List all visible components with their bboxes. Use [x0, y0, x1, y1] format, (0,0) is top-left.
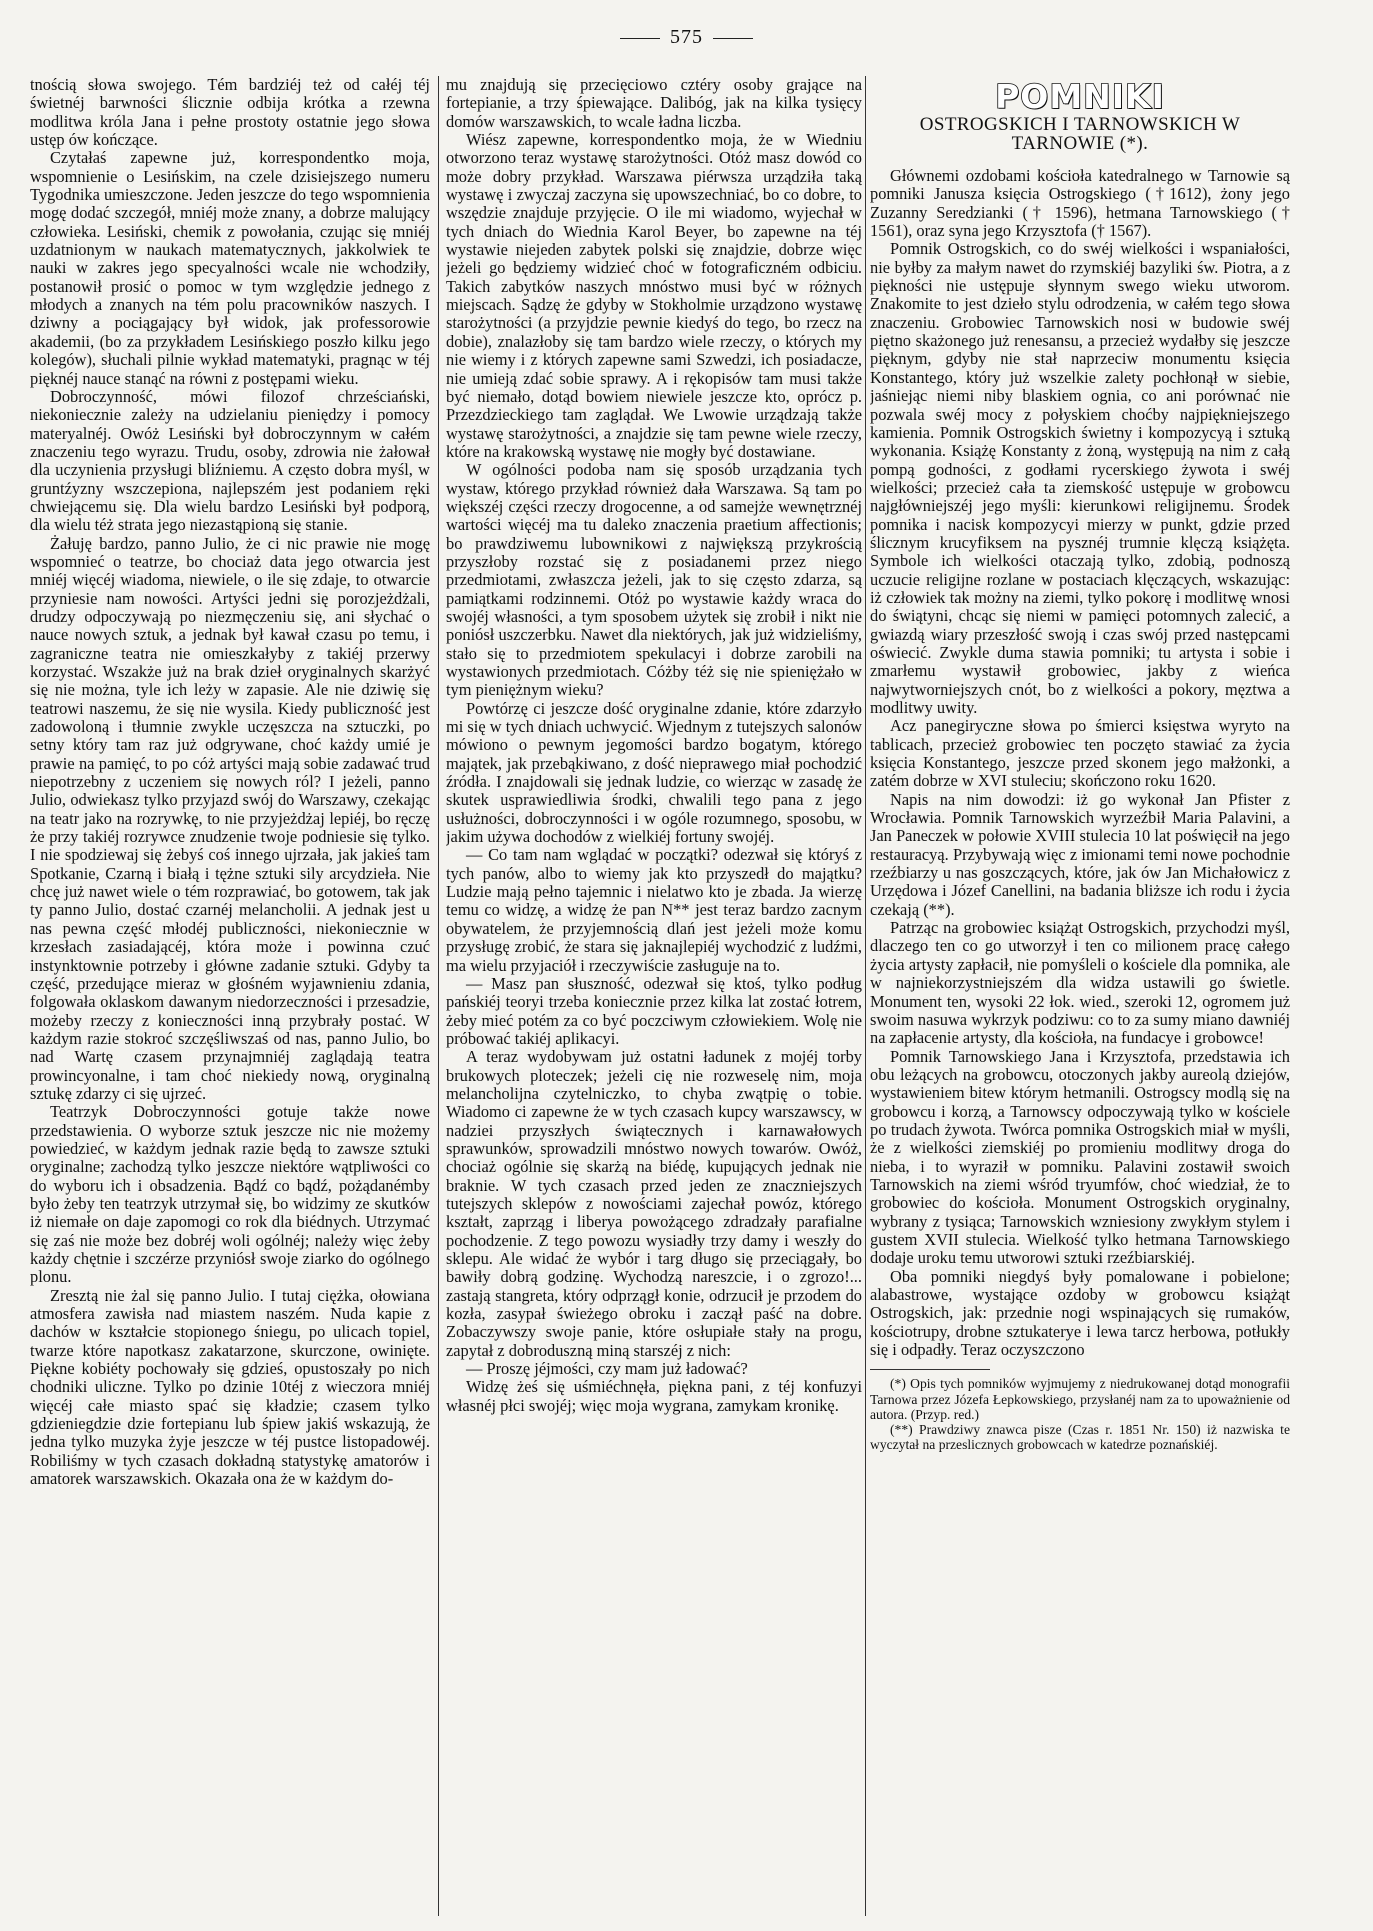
- paragraph: Widzę żeś się uśmiéchnęła, piękna pani, z téj konfuzyi własnéj płci swojéj; więc moja wygrana, zamykam kronikę.: [446, 1377, 862, 1415]
- paragraph: Teatrzyk Dobroczynności gotuje także nowe przedstawienia. O wyborze sztuk jeszcze nic nie możemy powiedzieć, w każdym jednak razie będą to zawsze sztuki oryginalne; zachodzą tylko jeszcze niektóre wątpliwości co do wyboru ich i obsadzenia. Bądź co bądź, pożądanémby było żeby ten teatrzyk utrzymał się, bo widzimy ze skutków iż niemałe on daje zapomogi co rok dla biédnych. Utrzymać się zaś nie może bez dobréj woli ogólnéj; należy więc żeby każdy chętnie i szczérze przyniósł swoje ziarko do ogólnego plonu.: [30, 1102, 430, 1287]
- paragraph: Pomnik Ostrogskich, co do swéj wielkości i wspaniałości, nie byłby za małym nawet do rzymskiéj bazyliki św. Piotra, a z piękności nie ustępuje słynnym swego wieku utworom. Znakomite to jest dzieło stylu odrodzenia, w całém tego słowa znaczeniu. Grobowiec Tarnowskich nosi w budowie swéj piętno skażonego już renesansu, a przecież wydałby się jeszcze pięknym, gdyby nie stał naprzeciw monumentu księcia Konstantego, który już wszelkie zalety pochłonął w siebie, jaśniejąc niemi niby blaskiem ognia, co ani porównać nie pozwala swéj mocy z połyskiem choćby najpiękniejszego kamienia. Pomnik Ostrogskich świetny i kompozycyą i sztuką wykonania. Książę Konstanty z żoną, występują na nim z całą pompą godności, z godłami rycerskiego żywota i swéj wielkości; przecież cała ta ziemskość ustępuje w grobowcu najgłówniejszéj jego myśli: kierunkowi religijnemu. Środek pomnika i nacisk kompozycyi mierzy w punkt, gdzie przed ślicznym krucyfiksem na pysznéj trumnie klęczą książęta. Symbole ich wielkości otaczają tylko, zdobią, podnoszą uczucie religijne rozlane w postaciach klęczących, wskazując: iż człowiek tak możny na ziemi, tylko pokorę i modlitwę wnosi do świątyni, chcąc się niemi w pamięci potomnych zalecić, a gwiazdą wiary przeszłość swoją i czas swój przed następcami oświecić. Zwykle duma stawia pomniki; tu artysta i sobie i zmarłemu wystawił grobowiec, jakby z wieńca najwytworniejszych cnót, bo z wielkości a pokory, męztwa a modlitwy uwity.: [870, 239, 1290, 717]
- paragraph: — Proszę jéjmości, czy mam już ładować?: [466, 1359, 748, 1379]
- footnote-rule: [870, 1369, 990, 1370]
- paragraph: Acz panegiryczne słowa po śmierci księstwa wyryto na tablicach, przecież grobowiec ten poczęto stawiać za życia księcia Konstantego, jeszcze przed skonem jego małżonki, a zatém dobrze w XVI stuleciu; skończono roku 1620.: [870, 716, 1290, 791]
- column-3: [870, 76, 1290, 1916]
- page-number-rule-right: [713, 38, 753, 39]
- paragraph: Głównemi ozdobami kościoła katedralnego w Tarnowie są pomniki Janusza księcia Ostrogskiego (†1612), żony jego Zuzanny Seredzianki († 1596), hetmana Tarnowskiego († 1561), oraz syna jego Krzysztofa († 1567).: [870, 166, 1290, 241]
- paragraph: Patrząc na grobowiec książąt Ostrogskich, przychodzi myśl, dlaczego ten co go utworzył i ten co milionem pracę całego życia artysty zapłacił, nie pomyśleli o kościele dla pomnika, ale w najniekorzystniejszém dla widza ustawili go świetle. Monument ten, wysoki 22 łok. wied., szeroki 12, ogromem już swoim nasuwa wykrzyk podziwu: co to za sumy miano dawniéj na zapłacenie artysty, dla kościoła, na fundacye i grobowce!: [870, 918, 1290, 1048]
- column-divider: [438, 76, 439, 1916]
- article-subtitle: OSTROGSKICH I TARNOWSKICH W TARNOWIE (*).: [919, 114, 1241, 154]
- page-number-rule-left: [620, 38, 660, 39]
- page-number-text: 575: [670, 26, 703, 48]
- paragraph: A teraz wydobywam już ostatni ładunek z mojéj torby brukowych ploteczek; jeżeli cię nie rozweselę nim, moja melancholijna czytelniczko, to chyba zwątpię o tobie. Wiadomo ci zapewne że w tych czasach kupcy warszawscy, w nadziei przyszłych świątecznych i karnawałowych sprawunków, sprowadzili mnóstwo nowych towarów. Owóż, chociaż ogólnie się skarżą na biédę, kupujących jednak nie braknie. W tych czasach przed jeden ze znaczniejszych tutejszych sklepów z nowościami zajechał powóz, którego kształt, zaprząg i liberya powożącego zdradzały parafialne pochodzenie. Z tego powozu wysiadły trzy damy i weszły do sklepu. Ale widać że wybór i targ długo się przeciągały, bo bawiły dobrą godzinę. Wychodzą nareszcie, i o zgrozo!... zastają stangreta, który odprzągł konie, odrzucił je przodem do kozła, zasypał świeżego obroku i zaczął paść na dobre. Zobaczywszy swoje panie, które osłupiałe stały na progu, zapytał z dobroduszną miną starszéj z nich:: [446, 1047, 862, 1360]
- footnote: (*) Opis tych pomników wyjmujemy z niedrukowanej dotąd monografii Tarnowa przez Józefa Łepkowskiego, przysłanéj nam za to upoważnienie od autora. (Przyp. red.): [870, 1376, 1290, 1422]
- paragraph: Dobroczynność, mówi filozof chrześciański, niekoniecznie zależy na udzielaniu pieniędzy i pomocy materyalnéj. Owóż Lesiński był dobroczynnym w całém znaczeniu tego wyrazu. Trudu, osoby, zdrowia nie żałował dla uczynienia przysługi bliźniemu. A często dobra myśl, w gruntźyzny wszczepiona, najlepszém jest podaniem ręki chwiejącemu się. Dla wielu bardzo Lesiński był podporą, dla wielu téż strata jego niezastąpioną się stanie.: [30, 386, 430, 535]
- paragraph: Powtórzę ci jeszcze dość oryginalne zdanie, które zdarzyło mi się w tych dniach uchwycić. Wjednym z tutejszych salonów mówiono o pewnym jegomości bardzo bogatym, którego majątek, jak przebąkiwano, z dość nieprawego miał pochodzić źródła. I znajdowali się jednak ludzie, co wierząc w zasadę że skutek usprawiedliwia środki, chwalili tego pana z jego usłużności, dobroczynności i w ogóle rozumnego, sposobu, w jakim używa dochodów z wielkiéj fortuny swojéj.: [446, 698, 862, 847]
- column-1: [30, 76, 430, 1916]
- column-2: [446, 76, 862, 1916]
- paragraph: Wiész zapewne, korrespondentko moja, że w Wiedniu otworzono teraz wystawę starożytności. Otóż masz dowód co może dobry przykład. Warszawa piérwsza urządziła taką wystawę i zwyczaj zaczyna się upowszechniać, bo co dobre, to wszędzie znajduje przyjęcie. O ile mi wiadomo, wyjechał w tych dniach do Wiednia Karol Beyer, bo zapewne na téj wystawie niejeden zabytek polski się znajdzie, dobrze więc jeżeli go będziemy widzieć choć w fotograficzném odbiciu. Takich zabytków naszych mnóstwo musi być w różnych miejscach. Sądzę że gdyby w Stokholmie urządzono wystawę starożytności (a przyjdzie pewnie kiedyś do tego, bo rzecz na dobie), znalazłoby się tam bardzo wiele rzeczy, o których my nie wiemy i z których zapewne sami Szwedzi, ich posiadacze, nie umieją zdać sobie sprawy. A i rękopisów tam musi także być niemało, dotąd bowiem niewiele jeszcze kto, oprócz p. Przezdzieckiego tam zaglądał. We Lwowie urządzają także wystawę starożytności, a znajdzie się tam pewne wiele rzeczy, które na krakowską wystawę nie mogły być dostawiane.: [446, 130, 862, 461]
- paragraph: Żałuję bardzo, panno Julio, że ci nic prawie nie mogę wspomnieć o teatrze, bo chociaż data jego otwarcia jest mniéj więcéj wiadoma, niewiele, o ile się zdaje, to otwarcie przyniesie nam nowości. Artyści jedni się porozjeżdżali, drudzy odpoczywają po niezmęczeniu się, ani słychać o nauce nowych sztuk, a jednak był kawał czasu po temu, i zagraniczne teatra nie omieszkałyby z takiéj przerwy korzystać. Wszakże już na brak dzieł oryginalnych skarżyć się nie można, tyle ich leży w zapasie. Ale nie dziwię się teatrowi naszemu, że się nie wysila. Kiedy publiczność jest zadowoloną i tłumnie zwykle uczęszcza na sztuczki, po setny który tam raz już odgrywane, choć każdy umié je prawie na pamięć, to po cóż artyści mają sobie zadawać trud niepotrzebny z uczeniem się nowych ról? I jeżeli, panno Julio, odwiekasz tylko przyjazd swój do Warszawy, czekając na teatr jako na rozrywkę, to nie przyjeżdżaj lepiéj, bo ręczę że przy takiéj rozrywce znudzenie twoje podniesie się tylko. I nie spodziewaj się żebyś coś innego ujrzała, jak jakieś tam Spotkanie, Czarną i białą i tężne sztuki sily arcydzieła. Nie chcę już nawet wiele o tém rozprawiać, bo gotowem, tak jak ty panno Julio, dostać czarnéj melancholii. A jednak jest u nas pewna część młodéj publiczności, niekoniecznie w krzesłach zasiadającéj, która może i powinna czuć instynktownie potrzeby i główne zadanie sztuki. Gdyby ta część, przedujące mieraz w głośném wyjawnieniu zdania, folgowała oklaskom dawanym niedorzeczności i przesadzie, możeby rzeczy z konieczności inną przybrały postać. W każdym razie stokroć szczęśliwszaś od nas, panno Julio, bo nad Wartę czasem przynajmniéj zaglądają teatra prowincyonalne, i tam choć niekiedy nową, oryginalną sztukę zdarzy ci się ujrzeć.: [30, 533, 430, 1103]
- paragraph: — Masz pan słuszność, odezwał się ktoś, tylko podług pańskiéj teoryi trzeba koniecznie przez kilka lat zostać łotrem, żeby mieć potém za co być poczciwym człowiekiem. Wolę nie próbować takiéj aplikacyi.: [446, 973, 862, 1048]
- paragraph: Czytałaś zapewne już, korrespondentko moja, wspomnienie o Lesińskim, na czele dzisiejszego numeru Tygodnika umieszczone. Jeden jeszcze do tego wspomnienia mogę dodać szczegół, mniéj może znany, a dobrze malujący człowieka. Lesiński, chemik z powołania, czując się mniéj uzdatnionym w naukach matematycznych, jakkolwiek te nauki w zakres jego specyalności wcale nie wchodziły, postanowił prosić o pomoc w tym względzie jednego z młodych a znanych na tém polu pracowników naszych. I dziwny a pociągający był widok, jak professorowie akademii, (bo za przykładem Lesińskiego poszło kilku jego kolegów), słuchali pilnie wykład matematyki, pragnąc w téj pięknéj nauce stanąć na równi z postępami wieku.: [30, 148, 430, 388]
- article-headline: POMNIKI: [995, 77, 1165, 116]
- paragraph: tnością słowa swojego. Tém bardziéj też od całéj téj świetnéj barwności ślicznie odbija krótka a rzewna modlitwa króla Jana i pełne prostoty ostatnie jego słowa ustęp ów kończące.: [30, 76, 430, 150]
- paragraph: mu znajdują się przecięciowo cztéry osoby grające na fortepianie, a trzy śpiewające. Dalibóg, jak na kilka tysięcy domów warszawskich, to wcale ładna liczba.: [446, 76, 862, 131]
- article-body: [870, 167, 1290, 1359]
- paragraph: Oba pomniki niegdyś były pomalowane i pobielone; alabastrowe, wystające ozdoby w grobowcu książąt Ostrogskich, jak: przednie nogi wspinających się rumaków, kościotrupy, drobne sztukaterye i lewa tarcz herbowa, potłukły się i odpadły. Teraz oczyszczono: [870, 1266, 1290, 1360]
- paragraph: Napis na nim dowodzi: iż go wykonał Jan Pfister z Wrocławia. Pomnik Tarnowskich wyrzeźbił Maria Palavini, a Jan Paneczek w połowie XVIII stulecia 10 lat poświęcił na jego restauracyą. Przybywają więc z imionami temi nowe pochodnie rzeźbiarzy u nas goszczących, które, jak ów Jan Michałowicz z Urzędowa i Józef Canellini, na badania bliższe ich rodu i życia czekają (**).: [870, 789, 1290, 919]
- paragraph: Pomnik Tarnowskiego Jana i Krzysztofa, przedstawia ich obu leżących na grobowcu, otoczonych jakby aureolą dziejów, wystawieniem bitew którym hetmanili. Ostrogscy modlą się na grobowcu i korzą, a Tarnowscy odpoczywają tylko w kościele po trudach żywota. Twórca pomnika Ostrogskich miał w myśli, że z wielkości ziemskiéj po promieniu modlitwy droga do nieba, i to wyraził w pomniku. Palavini zostawił swoich Tarnowskich na ziemi wśród tryumfów, choć wiedział, że to grobowiec do kościoła. Monument Ostrogskich oryginalny, wybrany z tysiąca; Tarnowskich wzniesiony zwykłym stylem i gustem XVII stulecia. Wielkość tylko hetmana Tarnowskiego dodaje uroku temu utworowi sztuki rzeźbiarskiéj.: [870, 1046, 1290, 1268]
- paragraph: — Co tam nam wglądać w początki? odezwał się któryś z tych panów, albo to wiemy jak kto przyszedł do majątku? Ludzie mają pełno tajemnic i nielatwo kto je zbada. Ja wierzę temu co widzę, a widzę że pan N** jest teraz bardzo zacnym obywatelem, że przyjemnością dlań jest jeżeli może komu przysługę zrobić, że stara się jaknajlepiéj wychodzić z ludźmi, ma wielu przyjaciół i rzeczywiście zasługuje na to.: [446, 845, 862, 975]
- paragraph: Zresztą nie żal się panno Julio. I tutaj ciężka, ołowiana atmosfera zawisła nad miastem naszém. Nuda kapie z dachów w kształcie stopionego śniegu, po ulicach topiel, twarze które napotkasz zakatarzone, skurczone, owinięte. Piękne kobiéty pochowały się gdzieś, opustoszały po nich chodniki uliczne. Tylko po dzinie 10téj z wieczora mniéj więcéj całe miasto spać się kładzie; czasem tylko gdzieniegdzie dzie fortepianu lub śpiew jakiś wskazują, że jedna tylko muzyka żyje jeszcze w téj pustce listopadowéj. Robiliśmy w tych czasach dokładną statystykę amatorów i amatorek warszawskich. Okazała ona że w każdym do-: [30, 1285, 430, 1489]
- footnotes: [870, 1376, 1290, 1452]
- column-divider: [865, 76, 866, 1916]
- page-number: [0, 26, 1373, 49]
- paragraph: W ogólności podoba nam się sposób urządzania tych wystaw, którego przykład również dała Warszawa. Są tam po większéj części rzeczy drogocenne, a od samejże wewnętrznéj wartości więcéj ma tu daleko znaczenia praetium affectionis; bo prawdziwemu lubownikowi z największą przykrością przyszłoby rozstać się z posiadanemi przez niego przedmiotami, zwłaszcza jeżeli, jak to się często zdarza, są pamiątkami rodzinnemi. Otóż po wystawie każdy wraca do swojéj własności, a tym sposobem użytek się zrobił i nikt nie poniósł uszczerbku. Nawet dla niektórych, jak już widzieliśmy, stało się to przedmiotem spekulacyi i dobrze zarobili na wystawionych przedmiotach. Cóżby téż się nie spieniężało w tym pieniężnym wieku?: [446, 460, 862, 700]
- footnote: (**) Prawdziwy znawca pisze (Czas r. 1851 Nr. 150) iż nazwiska te wyczytał na przeslicznych grobowcach w katedrze poznańskiéj.: [870, 1421, 1290, 1453]
